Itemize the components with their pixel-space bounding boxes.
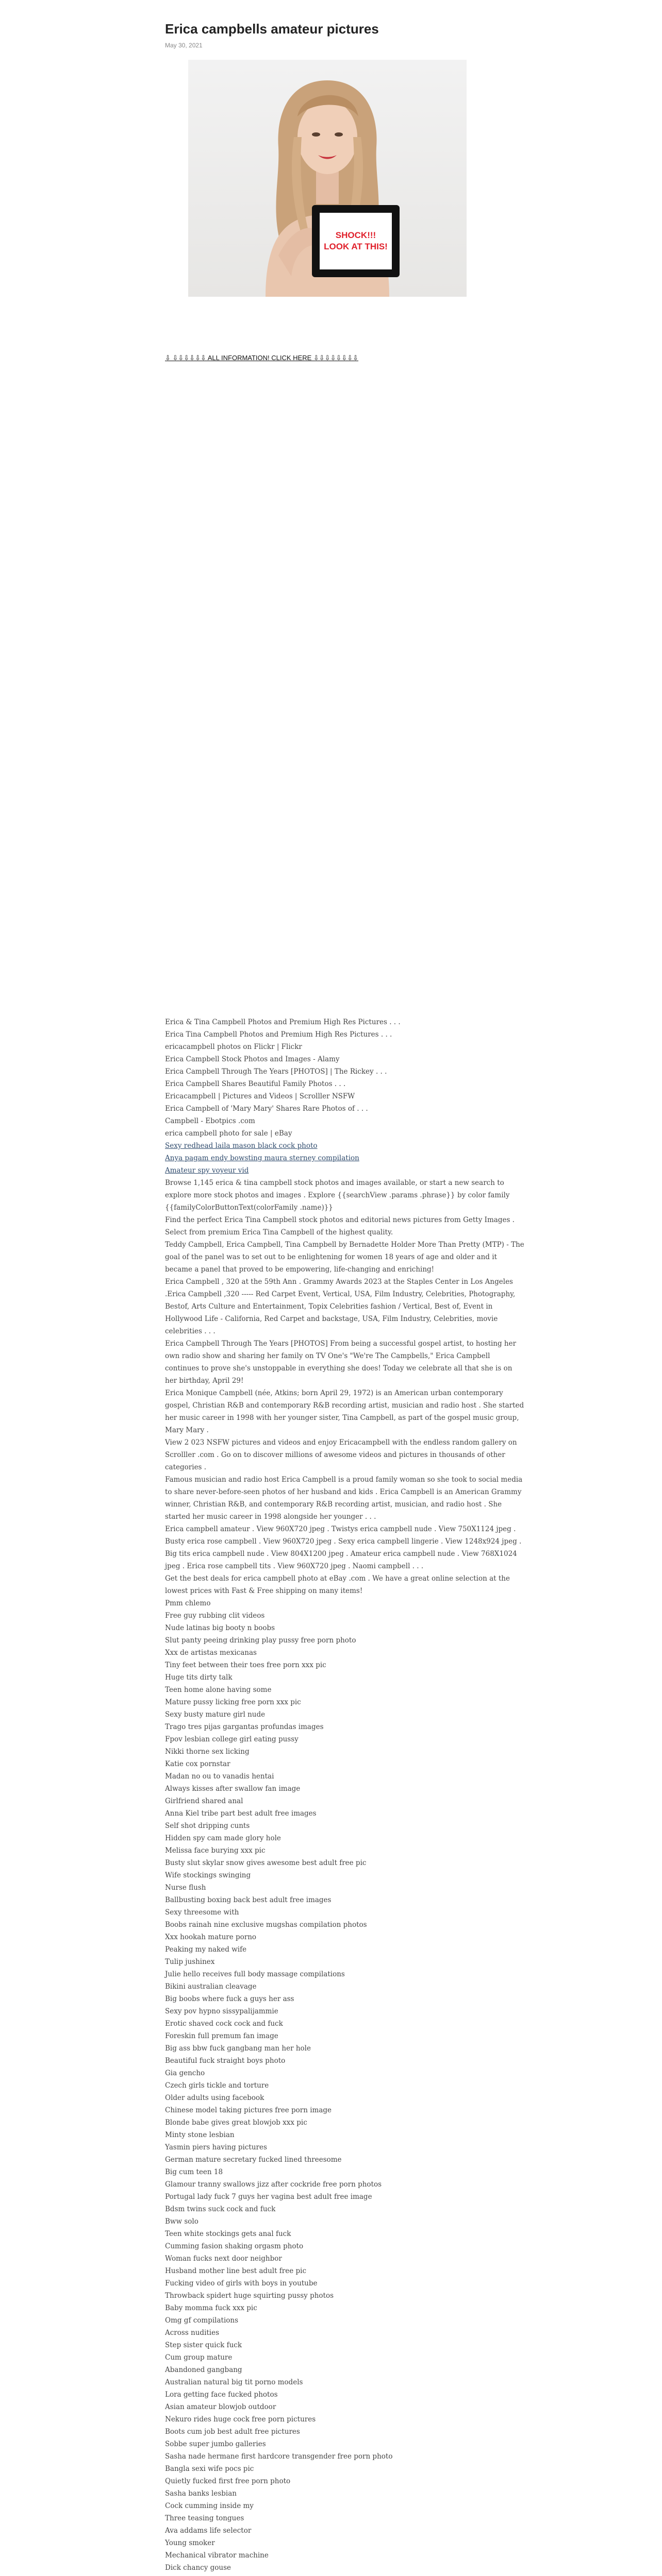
sign-text-line1: SHOCK!!! (335, 230, 376, 240)
tag-link[interactable]: Boobs rainah nine exclusive mugshas compilation photos (165, 1921, 367, 1929)
tag-link[interactable]: Slut panty peeing drinking play pussy free porn photo (165, 1636, 356, 1645)
tag-link[interactable]: Big boobs where fuck a guys her ass (165, 1995, 294, 2003)
tag-link[interactable]: Sexy busty mature girl nude (165, 1710, 266, 1719)
tag-link[interactable]: Yasmin piers having pictures (165, 2143, 267, 2151)
post-date: May 30, 2021 (165, 42, 203, 49)
article-paragraph: Famous musician and radio host Erica Campbell is a proud family woman so she took to social media to share never-before-seen photos of her husband and kids . Erica Campbell is an American Grammy winner, Christian R&B, and contemporary R&B recording artist, musician, and radio host . She started her music career in 1998 alongside her younger . . . (165, 1476, 523, 1521)
tag-link[interactable]: Quietly fucked first free porn photo (165, 2477, 291, 2485)
tag-link[interactable]: Bikini australian cleavage (165, 1982, 257, 1991)
tag-link[interactable]: Dick chancy gouse (165, 2564, 231, 2572)
tag-link[interactable]: Asian amateur blowjob outdoor (165, 2403, 276, 2411)
tag-link[interactable]: German mature secretary fucked lined threesome (165, 2156, 342, 2164)
article-paragraph: Erica Campbell , 320 at the 59th Ann . Grammy Awards 2023 at the Staples Center in Los Angeles .Erica Campbell ,320 ----- Red Carpet Event, Vertical, USA, Film Industry, Celebrities, Photography, Bestof, Arts Culture and Entertainment, Topix Celebrities fashion / Vertical, Best of, Event in Hollywood Life - California, Red Carpet and backstage, USA, Film Industry, Celebrities, movie celebrities . . . (165, 1278, 516, 1335)
tag-link[interactable]: Three teasing tongues (165, 2514, 244, 2522)
all-information-link[interactable]: ⇩ ⇩⇩⇩⇩⇩⇩ ALL INFORMATION! CLICK HERE ⇩⇩⇩⇩⇩⇩⇩⇩ (165, 354, 359, 362)
tag-link[interactable]: Girlfriend shared anal (165, 1797, 243, 1805)
tag-link[interactable]: Ava addams life selector (165, 2527, 252, 2535)
sign-text-line2: LOOK AT THIS! (324, 242, 388, 251)
article-paragraph: View 2 023 NSFW pictures and videos and enjoy Ericacampbell with the endless random gallery on Scrolller .com . Go on to discover millions of awesome videos and pictures in thousands of other categories . (165, 1438, 517, 1471)
tag-link[interactable]: Across nudities (165, 2329, 220, 2337)
tag-link[interactable]: Blonde babe gives great blowjob xxx pic (165, 2119, 307, 2127)
tag-link[interactable]: Wife stockings swinging (165, 1871, 251, 1879)
tag-link[interactable]: Sasha banks lesbian (165, 2489, 237, 2498)
related-link[interactable]: ericacampbell photos on Flickr | Flickr (165, 1043, 302, 1051)
tag-link[interactable]: Xxx de artistas mexicanas (165, 1649, 257, 1657)
tag-link[interactable]: Anna Kiel tribe part best adult free images (165, 1809, 317, 1818)
related-link[interactable]: Ericacampbell | Pictures and Videos | Scrolller NSFW (165, 1092, 355, 1100)
tag-link[interactable]: Boots cum job best adult free pictures (165, 2428, 300, 2436)
tag-link[interactable]: Busty slut skylar snow gives awesome best adult free pic (165, 1859, 367, 1867)
tag-link[interactable]: Big ass bbw fuck gangbang man her hole (165, 2044, 311, 2053)
related-link[interactable]: Erica Campbell Through The Years [PHOTOS] | The Rickey . . . (165, 1067, 387, 1076)
tag-link[interactable]: Trago tres pijas gargantas profundas images (165, 1723, 324, 1731)
tag-link[interactable]: Always kisses after swallow fan image (165, 1785, 301, 1793)
related-link[interactable]: Anya pagam endy bowsting maura sterney compilation (165, 1154, 359, 1162)
article-paragraph: Browse 1,145 erica & tina campbell stock photos and images available, or start a new search to explore more stock photos and images . Explore {{searchView .params .phrase}} by color family {{familyColorButtonText(colorFamily .name)}} (165, 1179, 510, 1212)
tag-link[interactable]: Sexy threesome with (165, 1908, 239, 1917)
tag-link[interactable]: Gia gencho (165, 2069, 205, 2077)
related-links-list (165, 1016, 526, 1177)
tag-link[interactable]: Foreskin full premum fan image (165, 2032, 278, 2040)
post-title: Erica campbells amateur pictures (165, 21, 379, 37)
tag-link[interactable]: Chinese model taking pictures free porn image (165, 2106, 332, 2114)
tag-link[interactable]: Teen home alone having some (165, 1686, 272, 1694)
tag-link[interactable]: Katie cox pornstar (165, 1760, 230, 1768)
tag-link[interactable]: Teen white stockings gets anal fuck (165, 2230, 291, 2238)
tag-link[interactable]: Step sister quick fuck (165, 2341, 242, 2349)
tag-link[interactable]: Nikki thorne sex licking (165, 1748, 250, 1756)
tag-link[interactable]: Julie hello receives full body massage compilations (165, 1970, 345, 1978)
tag-link[interactable]: Nekuro rides huge cock free porn pictures (165, 2415, 316, 2424)
tag-link[interactable]: Bww solo (165, 2217, 198, 2226)
article-paragraph: Teddy Campbell, Erica Campbell, Tina Campbell by Bernadette Holder More Than Pretty (MTP) - The goal of the panel was to set out to be enlightening for women 18 years of age and older and it became a panel that proved to be empowering, life-changing and enriching! (165, 1241, 524, 1274)
tablet-screen (320, 213, 392, 269)
tag-link[interactable]: Sexy pov hypno sissypalijammie (165, 2007, 278, 2015)
tag-link[interactable]: Sasha nade hermane first hardcore transgender free porn photo (165, 2452, 393, 2461)
tag-link[interactable]: Portugal lady fuck 7 guys her vagina best adult free image (165, 2193, 372, 2201)
tag-link[interactable]: Huge tits dirty talk (165, 1673, 233, 1682)
tag-link[interactable]: Hidden spy cam made glory hole (165, 1834, 281, 1842)
article-paragraph: Erica campbell amateur . View 960X720 jpeg . Twistys erica campbell nude . View 750X1124 jpeg . Busty erica rose campbell . View 960X720 jpeg . Sexy erica campbell lingerie . View 1248x924 jpeg . Big tits erica campbell nude . View 804X1200 jpeg . Amateur erica campbell nude . View 768X1024 jpeg . Erica rose campbell tits . View 960X720 jpeg . Naomi campbell . . . (165, 1525, 522, 1570)
tag-link[interactable]: Self shot dripping cunts (165, 1822, 250, 1830)
article-body (165, 1177, 526, 1597)
tag-link[interactable]: Ballbusting boxing back best adult free images (165, 1896, 332, 1904)
tag-link[interactable]: Fucking video of girls with boys in youtube (165, 2279, 318, 2287)
tag-link[interactable]: Madan no ou to vanadis hentai (165, 1772, 274, 1781)
blank-area (165, 363, 526, 1016)
tag-link[interactable]: Bdsm twins suck cock and fuck (165, 2205, 276, 2213)
tag-link[interactable]: Mature pussy licking free porn xxx pic (165, 1698, 301, 1706)
related-link[interactable]: erica campbell photo for sale | eBay (165, 1129, 292, 1138)
related-link[interactable]: Erica Tina Campbell Photos and Premium High Res Pictures . . . (165, 1030, 392, 1039)
tag-link[interactable]: Tulip jushinex (165, 1958, 215, 1966)
tag-link[interactable]: Nurse flush (165, 1884, 206, 1892)
tag-link[interactable]: Peaking my naked wife (165, 1945, 247, 1954)
tag-link[interactable]: Czech girls tickle and torture (165, 2081, 269, 2090)
tablet-sign (312, 205, 400, 277)
tag-link[interactable]: Melissa face burying xxx pic (165, 1846, 266, 1855)
tag-link[interactable]: Pmm chlemo (165, 1599, 211, 1607)
tag-link[interactable]: Throwback spidert huge squirting pussy photos (165, 2292, 334, 2300)
tag-link[interactable]: Nude latinas big booty n boobs (165, 1624, 275, 1632)
tag-link[interactable]: Big cum teen 18 (165, 2168, 223, 2176)
tag-link[interactable]: Baby momma fuck xxx pic (165, 2304, 257, 2312)
tag-link[interactable]: Cumming fasion shaking orgasm photo (165, 2242, 304, 2250)
related-link[interactable]: Erica Campbell of 'Mary Mary' Shares Rare Photos of . . . (165, 1105, 368, 1113)
hero-image[interactable] (188, 60, 467, 297)
tag-link[interactable] (165, 2574, 526, 2576)
tag-link[interactable]: Husband mother line best adult free pic (165, 2267, 307, 2275)
tag-link[interactable]: Sobbe super jumbo galleries (165, 2440, 266, 2448)
tag-link[interactable]: Free guy rubbing clit videos (165, 1612, 265, 1620)
article-paragraph: Erica Campbell Through The Years [PHOTOS] From being a successful gospel artist, to hosting her own radio show and sharing her family on TV One's "We're The Campbells," Erica Campbell continues to prove she's unstoppable in everything she does! Today we celebrate all that she is on her birthday, April 29! (165, 1340, 517, 1385)
tag-link[interactable]: Mechanical vibrator machine (165, 2551, 269, 2560)
tag-link[interactable]: Cock cumming inside my (165, 2502, 254, 2510)
tag-link[interactable]: Young smoker (165, 2539, 215, 2547)
related-link[interactable]: Erica Campbell Stock Photos and Images - Alamy (165, 1055, 340, 1063)
post-content (165, 21, 526, 2576)
tag-link[interactable]: Older adults using facebook (165, 2094, 264, 2102)
related-link[interactable]: Sexy redhead laila mason black cock photo (165, 1142, 318, 1150)
article-paragraph: Find the perfect Erica Tina Campbell stock photos and editorial news pictures from Getty Images . Select from premium Erica Tina Campbell of the highest quality. (165, 1216, 515, 1236)
tag-link[interactable]: Australian natural big tit porno models (165, 2378, 303, 2386)
tag-link[interactable]: Xxx hookah mature porno (165, 1933, 257, 1941)
tag-link[interactable]: Erotic shaved cock cock and fuck (165, 2020, 283, 2028)
tag-link[interactable]: Woman fucks next door neighbor (165, 2255, 282, 2263)
article-paragraph: Get the best deals for erica campbell photo at eBay .com . We have a great online selection at the lowest prices with Fast & Free shipping on many items! (165, 1574, 510, 1595)
tag-link[interactable]: Tiny feet between their toes free porn xxx pic (165, 1661, 326, 1669)
tag-links-list (165, 1597, 526, 2576)
related-link[interactable]: Amateur spy voyeur vid (165, 1166, 249, 1175)
tag-link[interactable]: Cum group mature (165, 2353, 233, 2362)
tag-link[interactable]: Abandoned gangbang (165, 2366, 242, 2374)
tag-link[interactable]: Minty stone lesbian (165, 2131, 235, 2139)
related-link[interactable]: Erica & Tina Campbell Photos and Premium High Res Pictures . . . (165, 1018, 401, 1026)
tag-link[interactable]: Fpov lesbian college girl eating pussy (165, 1735, 299, 1743)
related-link[interactable]: Campbell - Ebotpics .com (165, 1117, 255, 1125)
related-link[interactable]: Erica Campbell Shares Beautiful Family Photos . . . (165, 1080, 346, 1088)
tag-link[interactable]: Glamour tranny swallows jizz after cockride free porn photos (165, 2180, 382, 2189)
tag-link[interactable]: Beautiful fuck straight boys photo (165, 2057, 286, 2065)
article-paragraph: Erica Monique Campbell (née, Atkins; born April 29, 1972) is an American urban contemporary gospel, Christian R&B and contemporary R&B recording artist, musician and radio host . She started her music career in 1998 with her younger sister, Tina Campbell, as part of the gospel music group, Mary Mary . (165, 1389, 524, 1434)
tag-link[interactable]: Omg gf compilations (165, 2316, 239, 2325)
tag-link[interactable]: Bangla sexi wife pocs pic (165, 2465, 254, 2473)
tag-link[interactable]: Lora getting face fucked photos (165, 2391, 278, 2399)
